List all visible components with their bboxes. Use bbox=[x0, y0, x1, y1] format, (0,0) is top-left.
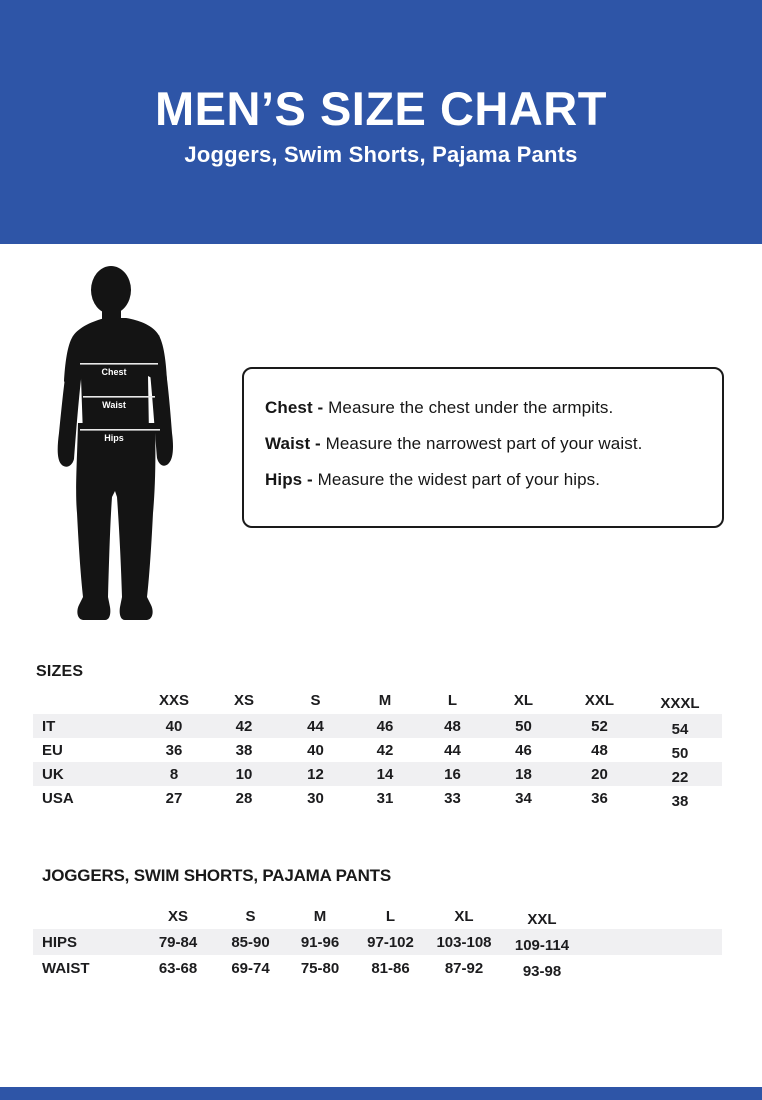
size-cell: 18 bbox=[515, 765, 532, 783]
page-subtitle: Joggers, Swim Shorts, Pajama Pants bbox=[184, 142, 578, 167]
size-cell: 48 bbox=[444, 717, 461, 735]
size-cell: 36 bbox=[591, 789, 608, 807]
size-cell: 54 bbox=[671, 720, 689, 738]
range-cell: 93-98 bbox=[522, 962, 562, 980]
row-label-uk: UK bbox=[42, 765, 64, 783]
size-cell: 44 bbox=[444, 741, 461, 759]
bottoms-table-heading: JOGGERS, SWIM SHORTS, PAJAMA PANTS bbox=[42, 866, 391, 885]
row-label-hips: HIPS bbox=[42, 933, 78, 951]
table-row-uk bbox=[33, 762, 722, 786]
waist-instruction bbox=[265, 433, 712, 455]
hips-instruction-text: Measure the widest part of your hips. bbox=[312, 470, 601, 489]
bottoms-header-row bbox=[33, 903, 722, 929]
size-cell: 8 bbox=[169, 765, 179, 783]
size-cell: 16 bbox=[444, 765, 461, 783]
size-cell: 38 bbox=[671, 792, 689, 810]
column-header-m: M bbox=[313, 907, 327, 925]
hips-instruction-term: Hips - bbox=[265, 470, 313, 489]
size-cell: 52 bbox=[591, 717, 608, 735]
column-header-xl: XL bbox=[513, 691, 534, 709]
size-cell: 28 bbox=[235, 789, 253, 807]
size-cell: 12 bbox=[307, 765, 324, 783]
size-cell: 20 bbox=[591, 765, 608, 783]
column-header-xxl: XXL bbox=[584, 691, 615, 709]
size-cell: 48 bbox=[591, 741, 608, 759]
measurement-instructions-box bbox=[242, 367, 724, 528]
size-cell: 22 bbox=[671, 768, 689, 786]
range-cell: 87-92 bbox=[444, 959, 484, 977]
range-cell: 97-102 bbox=[367, 933, 414, 951]
waist-instruction-term: Waist - bbox=[265, 434, 321, 453]
sizes-header-row bbox=[33, 686, 722, 714]
range-cell: 109-114 bbox=[514, 936, 570, 954]
range-cell: 63-68 bbox=[158, 959, 198, 977]
size-cell: 42 bbox=[376, 741, 394, 759]
row-label-it: IT bbox=[42, 717, 56, 735]
size-cell: 42 bbox=[235, 717, 253, 735]
column-header-xl: XL bbox=[454, 907, 474, 925]
range-cell: 79-84 bbox=[158, 933, 198, 951]
chest-instruction-text: Measure the chest under the armpits. bbox=[323, 398, 614, 417]
column-header-xxxl: XXXL bbox=[660, 694, 700, 712]
size-cell: 50 bbox=[515, 717, 532, 735]
column-header-s: S bbox=[310, 691, 321, 709]
size-cell: 36 bbox=[165, 741, 183, 759]
column-header-xs: XS bbox=[233, 691, 254, 709]
size-cell: 50 bbox=[671, 744, 689, 762]
size-cell: 14 bbox=[376, 765, 394, 783]
range-cell: 69-74 bbox=[231, 959, 270, 977]
column-header-m: M bbox=[378, 691, 392, 709]
column-header-l: L bbox=[385, 907, 396, 925]
size-cell: 30 bbox=[307, 789, 324, 807]
bottom-accent-bar bbox=[0, 1087, 762, 1100]
chest-line-label: Chest bbox=[101, 367, 127, 377]
size-cell: 33 bbox=[444, 789, 461, 807]
hips-line bbox=[80, 429, 160, 431]
column-header-xxl: XXL bbox=[527, 910, 557, 928]
column-header-xxs: XXS bbox=[158, 691, 189, 709]
hips-instruction bbox=[265, 469, 712, 491]
size-cell: 40 bbox=[307, 741, 324, 759]
table-row-waist bbox=[33, 955, 722, 981]
male-figure-icon bbox=[58, 266, 173, 620]
column-header-xs: XS bbox=[167, 907, 188, 925]
range-cell: 75-80 bbox=[300, 959, 340, 977]
size-cell: 46 bbox=[376, 717, 394, 735]
range-cell: 85-90 bbox=[231, 933, 270, 951]
range-cell: 81-86 bbox=[371, 959, 410, 977]
waist-line-label: Waist bbox=[102, 400, 126, 410]
size-cell: 34 bbox=[515, 789, 532, 807]
table-row-it bbox=[33, 714, 722, 738]
size-cell: 38 bbox=[235, 741, 253, 759]
row-label-eu: EU bbox=[42, 741, 63, 759]
chest-line bbox=[80, 363, 158, 365]
sizes-table bbox=[33, 662, 722, 810]
page-title: MEN’S SIZE CHART bbox=[155, 82, 607, 135]
row-label-waist: WAIST bbox=[42, 959, 90, 977]
range-cell: 91-96 bbox=[300, 933, 340, 951]
bottoms-table bbox=[33, 866, 722, 981]
hero-banner bbox=[0, 0, 762, 244]
waist-line bbox=[83, 396, 155, 398]
chest-instruction-term: Chest - bbox=[265, 398, 324, 417]
size-cell: 27 bbox=[165, 789, 183, 807]
hips-line-label: Hips bbox=[104, 433, 124, 443]
size-cell: 31 bbox=[376, 789, 394, 807]
body-silhouette bbox=[55, 263, 177, 622]
table-row-hips bbox=[33, 929, 722, 955]
size-cell: 40 bbox=[165, 717, 183, 735]
size-cell: 44 bbox=[307, 717, 324, 735]
waist-instruction-text: Measure the narrowest part of your waist. bbox=[320, 434, 643, 453]
table-row-eu bbox=[33, 738, 722, 762]
table-row-usa bbox=[33, 786, 722, 810]
column-header-s: S bbox=[245, 907, 256, 925]
size-cell: 46 bbox=[515, 741, 532, 759]
chest-instruction bbox=[265, 397, 712, 419]
column-header-l: L bbox=[447, 691, 458, 709]
row-label-usa: USA bbox=[42, 789, 74, 807]
sizes-table-heading: SIZES bbox=[36, 663, 84, 680]
size-cell: 10 bbox=[235, 765, 253, 783]
range-cell: 103-108 bbox=[436, 933, 492, 951]
